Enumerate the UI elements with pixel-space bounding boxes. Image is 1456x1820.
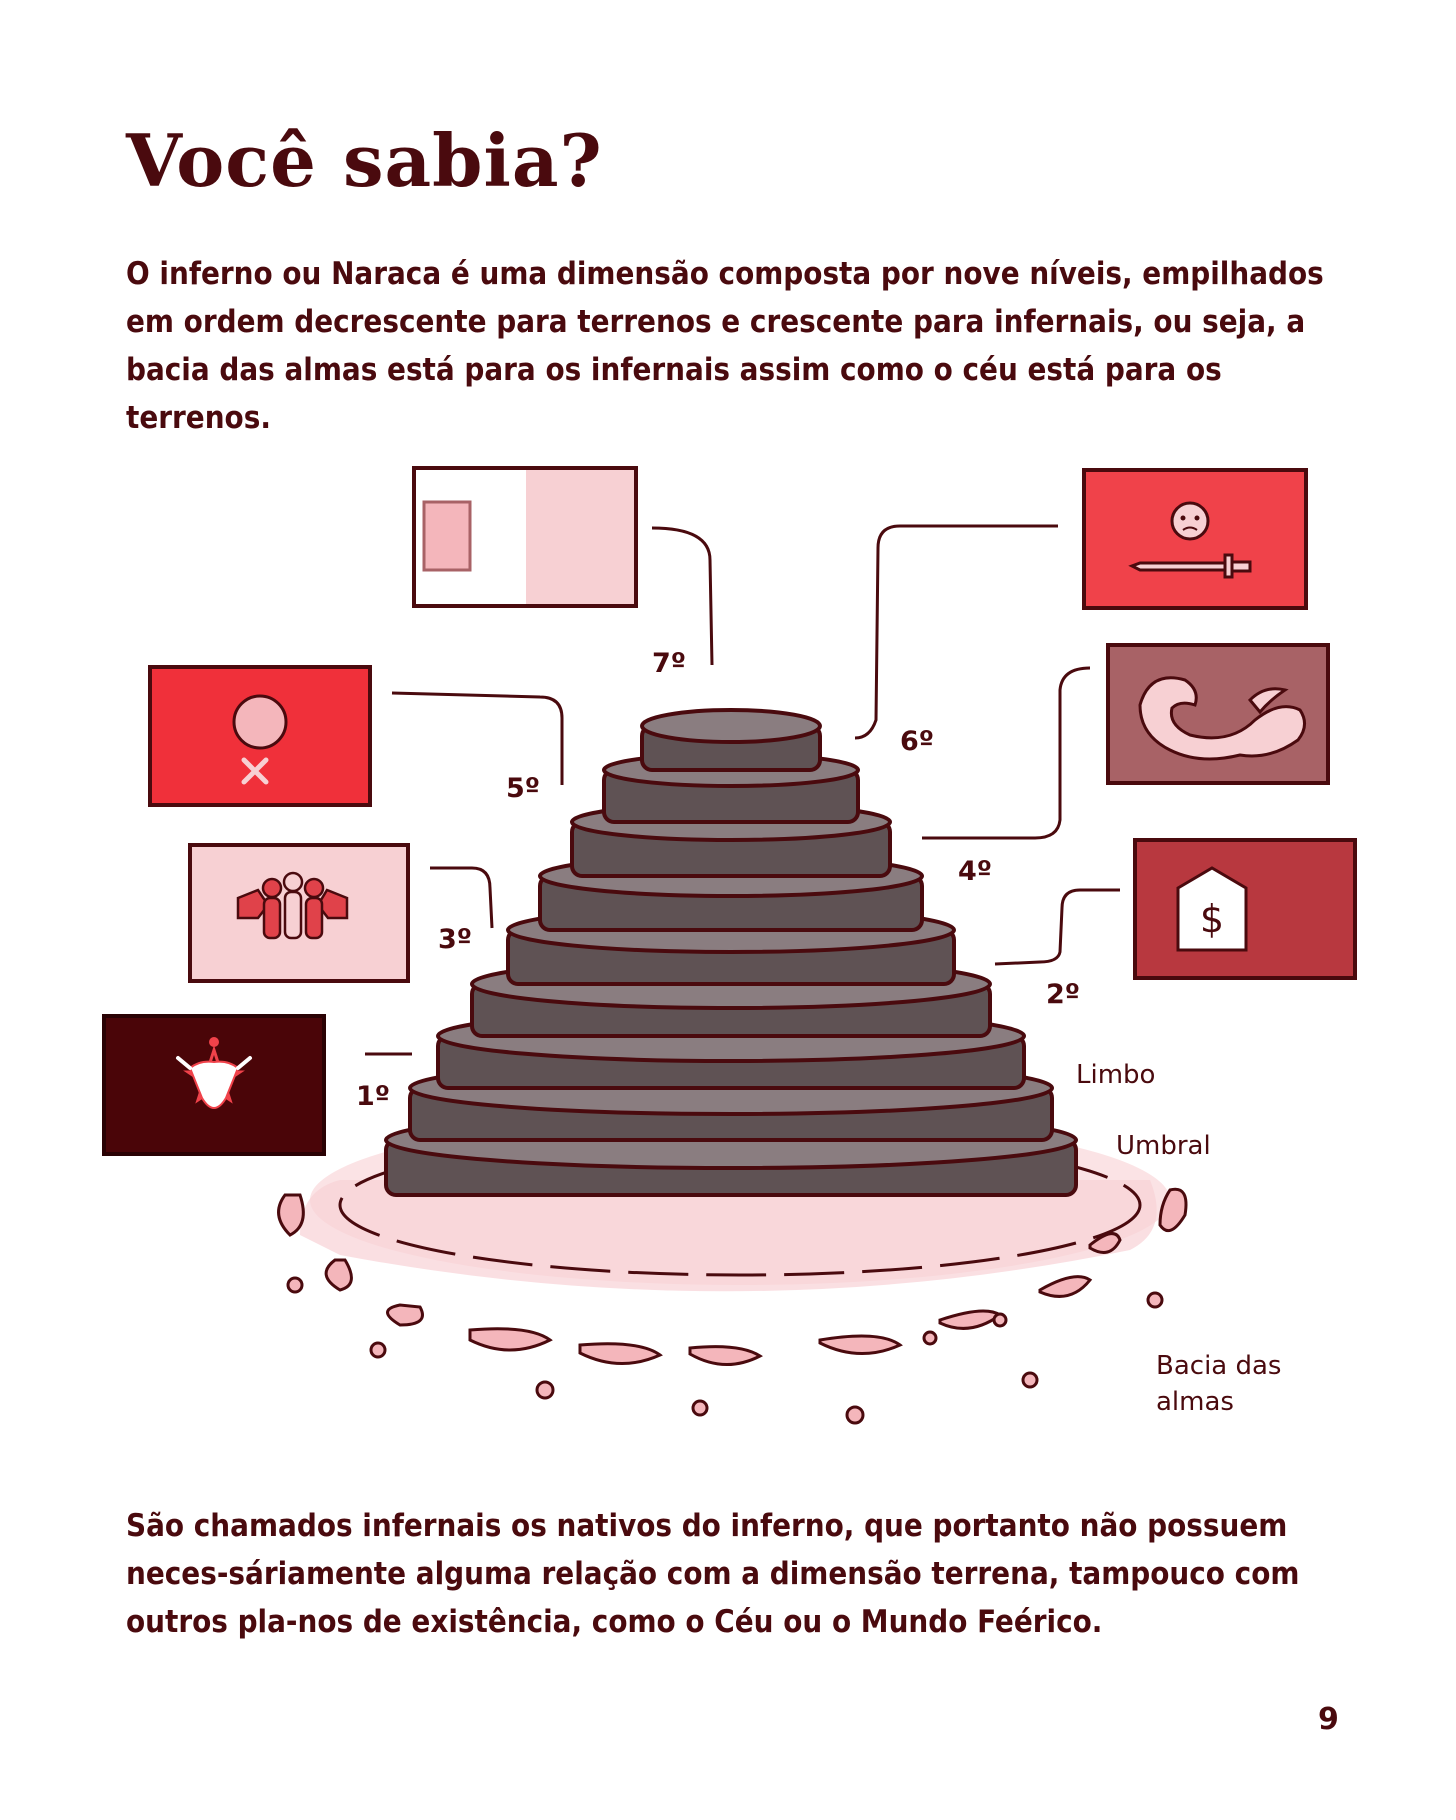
flag-level-4	[1108, 645, 1328, 783]
dollar-tag-icon	[1178, 868, 1246, 950]
level-1-label: 1º	[356, 1081, 391, 1112]
level-3-label: 3º	[438, 924, 473, 955]
level-7-label: 7º	[652, 648, 687, 679]
flag-level-3	[190, 845, 408, 981]
intro-paragraph: O inferno ou Naraca é uma dimensão composta por nove níveis, empilhados em ordem decrescente para terrenos e crescente para infernais, ou seja, a bacia das almas está para os infernais assim como o céu está para os terrenos.	[126, 256, 1324, 436]
flag-level-7	[414, 468, 636, 606]
flag-level-5	[150, 667, 370, 805]
tier-level-7	[642, 710, 820, 770]
outro-paragraph: São chamados infernais os nativos do inferno, que portanto não possuem neces-sáriamente alguma relação com a dimensão terrena, tampouco com outros pla-nos de existência, como o Céu ou o Mundo Feérico.	[126, 1508, 1300, 1640]
flag-level-1	[104, 1016, 324, 1154]
flag-level-6	[1084, 470, 1306, 608]
bacia-label-line1: Bacia das	[1156, 1351, 1282, 1381]
bacia-label-line2: almas	[1156, 1387, 1234, 1417]
page-title: Você sabia?	[126, 118, 603, 203]
mountain-tiers	[386, 710, 1076, 1195]
blank-flag-icon	[424, 502, 470, 570]
level-5-label: 5º	[506, 773, 541, 804]
limbo-label: Limbo	[1076, 1060, 1156, 1090]
svg-text:$: $	[1199, 897, 1225, 941]
level-2-label: 2º	[1046, 979, 1081, 1010]
umbral-label: Umbral	[1116, 1131, 1211, 1161]
level-6-label: 6º	[900, 726, 935, 757]
level-4-label: 4º	[958, 856, 993, 887]
flag-level-2	[1135, 840, 1355, 978]
page-number: 9	[1318, 1702, 1339, 1737]
